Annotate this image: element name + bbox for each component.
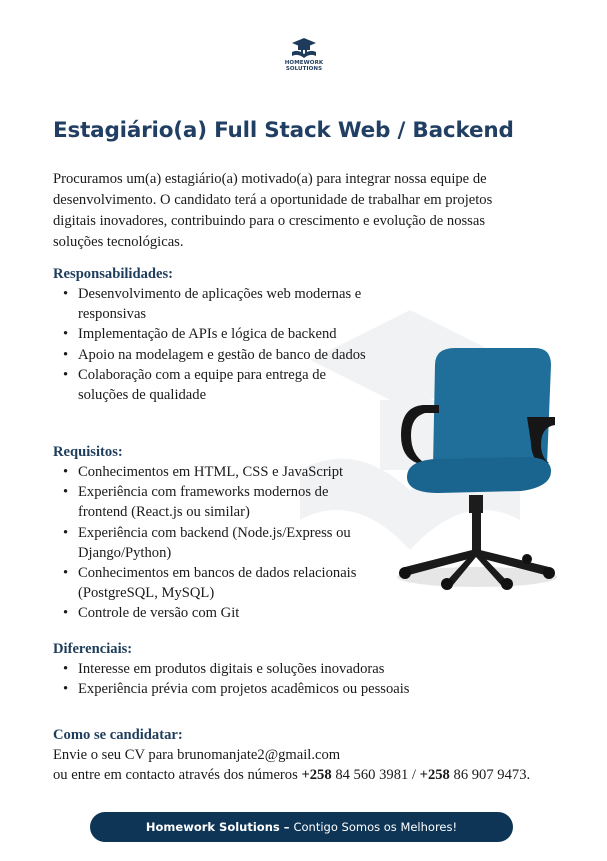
logo-text-line2: SOLUTIONS	[285, 66, 323, 72]
list-item: • Experiência com backend (Node.js/Express ou Django/Python)	[78, 523, 373, 563]
differentials-list	[53, 659, 453, 699]
application-heading: Como se candidatar:	[53, 727, 183, 743]
responsibilities-section	[53, 264, 373, 405]
responsibilities-heading: Responsabilidades:	[53, 266, 174, 282]
responsibilities-list	[53, 284, 373, 405]
apply-phone-line	[53, 765, 530, 785]
differentials-heading: Diferenciais:	[53, 641, 133, 657]
application-section	[53, 725, 530, 785]
footer-banner	[90, 812, 513, 842]
list-item: • Desenvolvimento de aplicações web modernas e responsivas	[78, 284, 373, 324]
requirements-list	[53, 462, 373, 624]
list-item: • Experiência com frameworks modernos de frontend (React.js ou similar)	[78, 482, 373, 522]
page-title: Estagiário(a) Full Stack Web / Backend	[53, 118, 514, 143]
list-item: • Implementação de APIs e lógica de backend	[78, 324, 373, 344]
list-item: • Controle de versão com Git	[78, 603, 373, 623]
office-chair-image	[395, 345, 560, 590]
requirements-heading: Requisitos:	[53, 444, 123, 460]
list-item: • Experiência prévia com projetos acadêmicos ou pessoais	[78, 679, 453, 699]
intro-paragraph: Procuramos um(a) estagiário(a) motivado(a) para integrar nossa equipe de desenvolvimento. O candidato terá a oportunidade de trabalhar em projetos digitais inovadores, contribuindo para o crescimento e evolução de nossas soluções tecnológicas.	[53, 171, 493, 250]
logo-text-line1: HOMEWORK	[284, 60, 324, 66]
footer-brand: Homework Solutions –	[145, 820, 290, 834]
graduation-cap-book-icon	[289, 36, 319, 60]
phone-number: 84 560 3981 /	[335, 767, 416, 783]
list-item: • Conhecimentos em HTML, CSS e JavaScript	[78, 462, 373, 482]
list-item: • Interesse em produtos digitais e soluções inovadoras	[78, 659, 453, 679]
requirements-section	[53, 442, 373, 624]
phone-number: 86 907 9473.	[453, 767, 531, 783]
list-item: • Colaboração com a equipe para entrega de soluções de qualidade	[78, 365, 373, 405]
footer-slogan: Contigo Somos os Melhores!	[293, 820, 458, 834]
differentials-section	[53, 639, 453, 699]
list-item: • Apoio na modelagem e gestão de banco de dados	[78, 345, 373, 365]
phone-prefix-text: ou entre em contacto através dos números	[53, 767, 298, 783]
list-item: • Conhecimentos em bancos de dados relacionais (PostgreSQL, MySQL)	[78, 563, 373, 603]
company-logo	[268, 36, 340, 72]
country-code: +258	[301, 767, 332, 783]
country-code: +258	[419, 767, 450, 783]
apply-email-line: Envie o seu CV para brunomanjate2@gmail.com	[53, 747, 341, 763]
